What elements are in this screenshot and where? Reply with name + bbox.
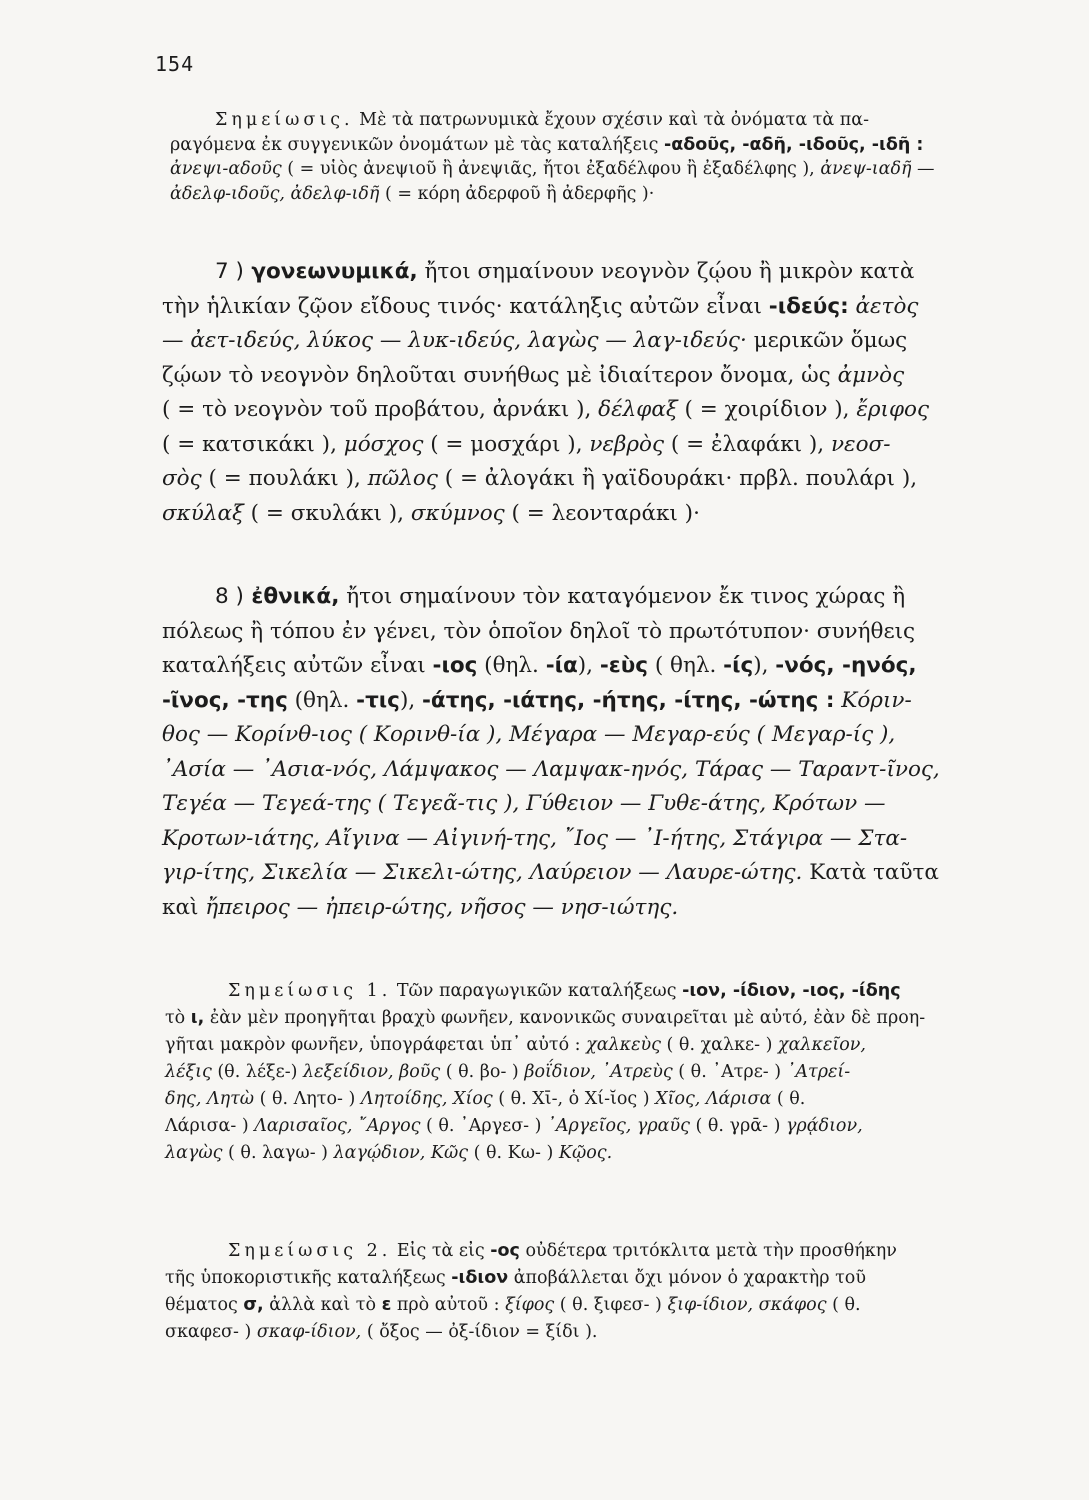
note-heading: Σημείωσις 1. — [228, 981, 392, 1001]
section-7-goneonymika: 7 ) γονεωνυμικά, ἤτοι σημαίνουν νεογνὸν ζῴου ἢ μικρὸν κατὰ τὴν ἡλικίαν ζῷον εἴδους τινός· κατάληξις αὐτῶν εἶναι -ιδεύς: ἀετὸς — ἀετ-ιδεύς, λύκος — λυκ-ιδεύς, λαγὼς — λαγ-ιδεύς· μερικῶν ὅμως ζῴων τὸ νεογνὸν δηλοῦται συνήθως μὲ ἰδιαίτερον ὄνομα, ὡς ἀμνὸς ( = τὸ νεογνὸν τοῦ προβάτου, ἀρνάκι ), δέλφαξ ( = χοιρίδιον ), ἔριφος ( = κατσικάκι ), μόσχος ( = μοσχάρι ), νεβρὸς ( = ἐλαφάκι ), νεοσ- σὸς ( = πουλάκι ), πῶλος ( = ἀλογάκι ἢ γαϊδουράκι· πρβλ. πουλάρι ), σκύλαξ ( = σκυλάκι ), σκύμνος ( = λεονταράκι )· — [162, 259, 929, 526]
note-1-contraction: Σημείωσις 1. Τῶν παραγωγικῶν καταλήξεως -ιον, -ίδιον, -ιος, -ίδης τὸ ι, ἐὰν μὲν προηγῆται βραχὺ φωνῆεν, κανονικῶς συναιρεῖται μὲ αὐτό, ἐὰν δὲ προη- γῆται μακρὸν φωνῆεν, ὑπογράφεται ὑπ᾿ αὐτό : χαλκεὺς ( θ. χαλκε- ) χαλκεῖον, λέξις (θ. λέξε-) λεξείδιον, βοῦς ( θ. βο- ) βοΐδιον, ᾿Ατρεὺς ( θ. ᾿Ατρε- ) ᾿Ατρεί- δης, Λητὼ ( θ. Λητο- ) Λητοίδης, Χίος ( θ. Χῑ-, ὁ Χί-ῐος ) Χῖος, Λάρισα ( θ. Λάρισα- ) Λαρισαῖος, ῎Αργος ( θ. ᾿Αργεσ- ) ᾿Αργεῖος, γραῦς ( θ. γρᾱ- ) γρᾴδιον, λαγὼς ( θ. λαγω- ) λαγῴδιον, Κῶς ( θ. Κω- ) Κῷος. — [165, 981, 926, 1163]
section-number: 7 ) — [215, 259, 244, 284]
note-heading: Σημείωσις 2. — [228, 1241, 392, 1261]
suffix-list: -αδοῦς, -αδῆ, -ιδοῦς, -ιδῆ : — [663, 134, 924, 155]
note-2-neuter-diminutive: Σημείωσις 2. Εἰς τὰ εἰς -ος οὐδέτερα τριτόκλιτα μετὰ τὴν προσθήκην τῆς ὑποκοριστικῆς καταλήξεως -ιδιον ἀποβάλλεται ὄχι μόνον ὁ χαρακτὴρ τοῦ θέματος σ, ἀλλὰ καὶ τὸ ε πρὸ αὐτοῦ : ξίφος ( θ. ξιφεσ- ) ξιφ-ίδιον, σκάφος ( θ. σκαφεσ- ) σκαφ-ίδιον, ( ὄξος — ὀξ-ίδιον = ξίδι ). — [165, 1241, 897, 1342]
section-number: 8 ) — [215, 584, 244, 609]
section-title: γονεωνυμικά, — [243, 259, 418, 284]
note-heading: Σημείωσις. — [215, 110, 354, 130]
section-title: ἐθνικά, — [243, 584, 340, 609]
section-8-ethnika: 8 ) ἐθνικά, ἤτοι σημαίνουν τὸν καταγόμενον ἔκ τινος χώρας ἢ πόλεως ἢ τόπου ἐν γένει, τὸν ὁποῖον δηλοῖ τὸ πρωτότυπον· συνήθεις καταλήξεις αὐτῶν εἶναι -ιος (θηλ. -ία), -εὺς ( θηλ. -ίς), -νός, -ηνός, -ῖνος, -της (θηλ. -τις), -άτης, -ιάτης, -ήτης, -ίτης, -ώτης : Κόριν- θος — Κορίνθ-ιος ( Κορινθ-ία ), Μέγαρα — Μεγαρ-εύς ( Μεγαρ-ίς ), ᾿Ασία — ᾿Ασια-νός, Λάμψακος — Λαμψακ-ηνός, Τάρας — Ταραντ-ῖνος, Τεγέα — Τεγεά-της ( Τεγεᾶ-τις ), Γύθειον — Γυθε-άτης, Κρότων — Κροτων-ιάτης, Αἴγινα — Αἰγινή-της, ῎Ιος — ᾿Ι-ήτης, Στάγιρα — Στα- γιρ-ίτης, Σικελία — Σικελι-ώτης, Λαύρειον — Λαυρε-ώτης. Κατὰ ταῦτα καὶ ἤπειρος — ἠπειρ-ώτης, νῆσος — νησ-ιώτης. — [162, 584, 940, 920]
note-patronymic-relatives: Σημείωσις. Μὲ τὰ πατρωνυμικὰ ἔχουν σχέσιν καὶ τὰ ὀνόματα τὰ πα- ραγόμενα ἐκ συγγενικῶν ὀνομάτων μὲ τὰς καταλήξεις -αδοῦς, -αδῆ, -ιδοῦς, -ιδῆ : ἀνεψι-αδοῦς ( = υἱὸς ἀνεψιοῦ ἢ ἀνεψιᾶς, ἤτοι ἐξαδέλφου ἢ ἐξαδέλφης ), ἀνεψ-ιαδῆ — ἀδελφ-ιδοῦς, ἀδελφ-ιδῆ ( = κόρη ἀδερφοῦ ἢ ἀδερφῆς )· — [170, 110, 935, 204]
page-number: 154 — [155, 52, 195, 76]
